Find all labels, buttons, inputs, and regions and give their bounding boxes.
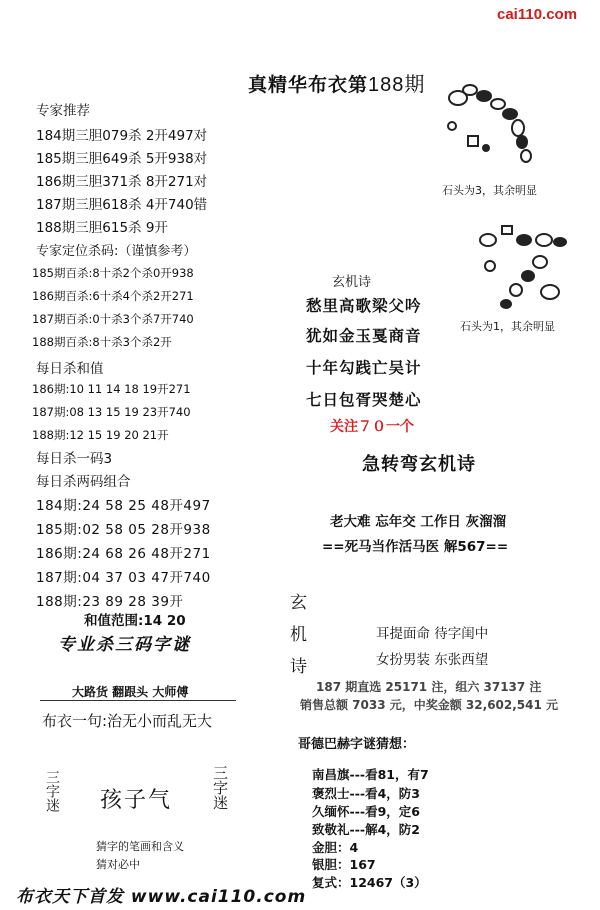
kill-one-code: 每日杀一码3 <box>36 451 113 467</box>
sales-line: 187 期直选 25171 注，组六 37137 注 <box>316 680 542 694</box>
goethe-line: 银胆：167 <box>312 857 376 872</box>
position-kill-line: 185期百杀:8十杀2个杀0开938 <box>32 266 194 280</box>
position-kill-line: 186期百杀:6十杀4个杀2开271 <box>32 289 194 303</box>
follow-note: 关注７０一个 <box>330 419 414 435</box>
goethe-line: 褒烈士---看4，防3 <box>312 786 420 801</box>
picture-caption-2: 石头为1，其余明显 <box>460 320 555 333</box>
divider <box>40 700 236 701</box>
poem-line: 七日包胥哭楚心 <box>306 391 422 409</box>
sales-line: 销售总额 7033 元，中奖金额 32,602,541 元 <box>300 698 559 712</box>
sum-kill-line: 187期:08 13 15 19 23开740 <box>32 405 191 419</box>
pro-riddle-title: 专业杀三码字谜 <box>58 635 191 655</box>
sharp-turn-line: 老大难 忘年交 工作日 灰溜溜 <box>330 514 507 530</box>
sum-range: 和值范围:14 20 <box>84 613 186 629</box>
xuanji2-label: 诗 <box>290 657 307 677</box>
expert-line: 186期三胆371杀 8开271对 <box>36 174 208 190</box>
sum-kill-heading: 每日杀和值 <box>36 361 104 377</box>
picture-riddle-2 <box>468 218 578 314</box>
two-code-heading: 每日杀两码组合 <box>36 474 131 490</box>
expert-line: 188期三胆615杀 9开 <box>36 220 168 236</box>
goethe-line: 金胆：4 <box>312 840 359 855</box>
expert-line: 185期三胆649杀 5开938对 <box>36 151 208 167</box>
xuanji2-label: 玄 <box>290 593 307 613</box>
title-text: 真精华布衣第 <box>248 74 369 96</box>
page-title <box>248 68 425 97</box>
expert-line: 184期三胆079杀 2开497对 <box>36 128 208 144</box>
position-kill-line: 188期百杀:8十杀3个杀2开 <box>32 335 172 349</box>
buyi-line: 布衣一句:治无小而乱无大 <box>42 712 213 730</box>
two-code-line: 188期:23 89 28 39开 <box>36 594 184 610</box>
issue-number: 188期 <box>368 74 426 96</box>
riddle-hint: 猜对必中 <box>96 858 140 871</box>
position-kill-heading: 专家定位杀码:（谨慎参考） <box>36 244 197 259</box>
riddle-label-right: 三字迷 <box>211 765 229 810</box>
poem-line: 愁里高歌梁父吟 <box>306 297 422 315</box>
road-heading: 大路货 翻跟头 大师傅 <box>72 685 189 699</box>
sum-kill-line: 186期:10 11 14 18 19开271 <box>32 382 191 396</box>
xuanji2-line: 女扮男装 东张西望 <box>376 652 489 668</box>
picture-caption-1: 石头为3，其余明显 <box>442 184 537 197</box>
poem-heading: 玄机诗 <box>332 275 372 290</box>
footer-banner: 布衣天下首发 www.cai110.com <box>16 887 307 907</box>
expert-line: 187期三胆618杀 4开740错 <box>36 197 208 213</box>
goethe-line: 致敬礼---解4，防2 <box>312 822 420 837</box>
position-kill-line: 187期百杀:0十杀3个杀7开740 <box>32 312 194 326</box>
xuanji2-label: 机 <box>290 625 307 645</box>
riddle-label-left: 三字迷 <box>44 770 60 812</box>
goethe-line: 久缅怀---看9，定6 <box>312 804 420 819</box>
xuanji2-line: 耳提面命 待字闺中 <box>376 626 489 642</box>
picture-riddle-1 <box>440 82 550 174</box>
riddle-hint: 猜字的笔画和含义 <box>96 840 184 853</box>
expert-heading: 专家推荐 <box>36 103 90 119</box>
two-code-line: 187期:04 37 03 47开740 <box>36 570 211 586</box>
riddle-answer: 孩子气 <box>100 788 173 813</box>
two-code-line: 185期:02 58 05 28开938 <box>36 522 211 538</box>
poem-line: 十年勾践亡吴计 <box>306 359 422 377</box>
brand-link[interactable]: cai110.com <box>497 6 578 23</box>
goethe-line: 南昌旗---看81，有7 <box>312 767 429 782</box>
two-code-line: 184期:24 58 25 48开497 <box>36 498 211 514</box>
sharp-turn-title: 急转弯玄机诗 <box>362 454 476 475</box>
goethe-heading: 哥德巴赫字谜猜想： <box>298 737 416 752</box>
two-code-line: 186期:24 68 26 48开271 <box>36 546 211 562</box>
sharp-turn-answer: ==死马当作活马医 解567== <box>322 539 509 555</box>
poem-line: 犹如金玉戛商音 <box>306 327 422 345</box>
goethe-line: 复式：12467（3） <box>312 875 427 890</box>
sum-kill-line: 188期:12 15 19 20 21开 <box>32 428 169 442</box>
